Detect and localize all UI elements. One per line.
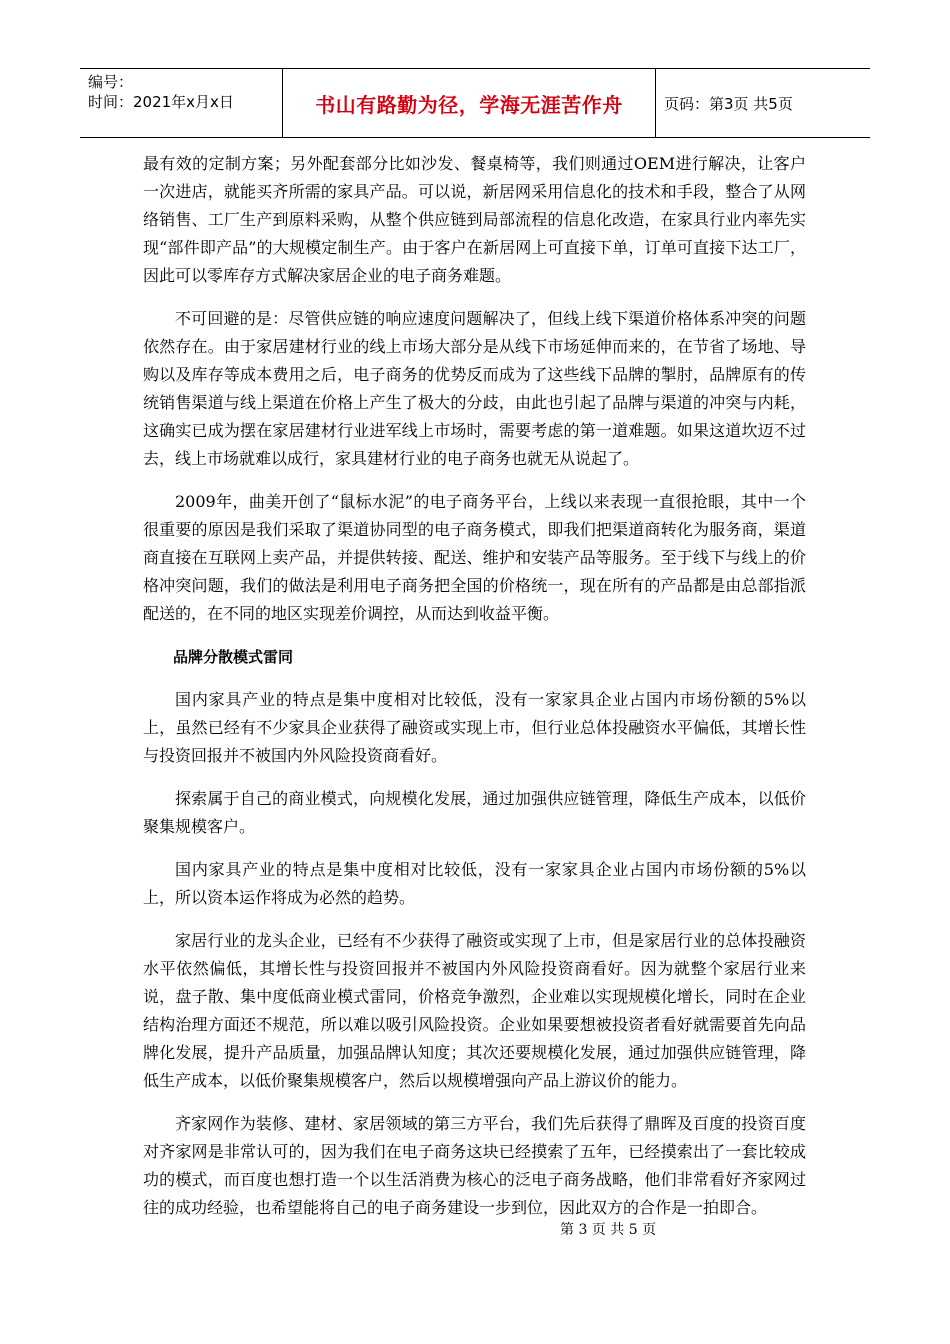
header-meta-cell bbox=[80, 69, 283, 137]
header-page-code: 页码：第3页 共5页 bbox=[664, 94, 793, 113]
body-paragraph: 不可回避的是：尽管供应链的响应速度问题解决了，但线上线下渠道价格体系冲突的问题依然存在。由于家居建材行业的线上市场大部分是从线下市场延伸而来的，在节省了场地、导购以及库存等成本费用之后，电子商务的优势反而成为了这些线下品牌的掣肘，品牌原有的传统销售渠道与线上渠道在价格上产生了极大的分歧，由此也引起了品牌与渠道的冲突与内耗，这确实已成为摆在家居建材行业进军线上市场时，需要考虑的第一道难题。如果这道坎迈不过去，线上市场就难以成行，家具建材行业的电子商务也就无从说起了。 bbox=[143, 309, 806, 468]
section-heading: 品牌分散模式雷同 bbox=[173, 648, 294, 666]
section-paragraph: 探索属于自己的商业模式，向规模化发展，通过加强供应链管理，降低生产成本，以低价聚集规模客户。 bbox=[143, 789, 806, 836]
document-body bbox=[143, 150, 806, 1237]
document-date: 时间：2021年x月x日 bbox=[88, 93, 234, 111]
header-motto-cell bbox=[283, 69, 656, 137]
section-paragraph: 国内家具产业的特点是集中度相对比较低，没有一家家具企业占国内市场份额的5%以上，所以资本运作将成为必然的趋势。 bbox=[143, 860, 806, 907]
page-footer: 第 3 页 共 5 页 bbox=[560, 1222, 657, 1238]
body-paragraph: 最有效的定制方案；另外配套部分比如沙发、餐桌椅等，我们则通过OEM进行解决，让客户一次进店，就能买齐所需的家具产品。可以说，新居网采用信息化的技术和手段，整合了从网络销售、工厂生产到原料采购，从整个供应链到局部流程的信息化改造，在家具行业内率先实现“部件即产品”的大规模定制生产。由于客户在新居网上可直接下单，订单可直接下达工厂，因此可以零库存方式解决家居企业的电子商务难题。 bbox=[143, 154, 806, 285]
document-number-label: 编号： bbox=[88, 73, 134, 91]
header-motto: 书山有路勤为径，学海无涯苦作舟 bbox=[315, 92, 623, 117]
section-paragraph: 家居行业的龙头企业，已经有不少获得了融资或实现了上市，但是家居行业的总体投融资水平依然偏低，其增长性与投资回报并不被国内外风险投资商看好。因为就整个家居行业来说，盘子散、集中度低商业模式雷同，价格竞争激烈，企业难以实现规模化增长，同时在企业结构治理方面还不规范，所以难以吸引风险投资。企业如果要想被投资者看好就需要首先向品牌化发展，提升产品质量，加强品牌认知度；其次还要规模化发展，通过加强供应链管理，降低生产成本，以低价聚集规模客户，然后以规模增强向产品上游议价的能力。 bbox=[143, 931, 806, 1090]
page-header bbox=[80, 68, 870, 138]
header-page-cell bbox=[656, 69, 870, 137]
section-paragraph: 齐家网作为装修、建材、家居领域的第三方平台，我们先后获得了鼎晖及百度的投资百度对齐家网是非常认可的，因为我们在电子商务这块已经摸索了五年，已经摸索出了一套比较成功的模式，而百度也想打造一个以生活消费为核心的泛电子商务战略，他们非常看好齐家网过往的成功经验，也希望能将自己的电子商务建设一步到位，因此双方的合作是一拍即合。 bbox=[143, 1114, 806, 1217]
body-paragraph: 2009年，曲美开创了“鼠标水泥”的电子商务平台，上线以来表现一直很抢眼，其中一个很重要的原因是我们采取了渠道协同型的电子商务模式，即我们把渠道商转化为服务商，渠道商直接在互联网上卖产品，并提供转接、配送、维护和安装产品等服务。至于线下与线上的价格冲突问题，我们的做法是利用电子商务把全国的价格统一，现在所有的产品都是由总部指派配送的，在不同的地区实现差价调控，从而达到收益平衡。 bbox=[143, 492, 806, 623]
section-paragraph: 国内家具产业的特点是集中度相对比较低，没有一家家具企业占国内市场份额的5%以上，虽然已经有不少家具企业获得了融资或实现上市，但行业总体投融资水平偏低，其增长性与投资回报并不被国内外风险投资商看好。 bbox=[143, 690, 806, 765]
